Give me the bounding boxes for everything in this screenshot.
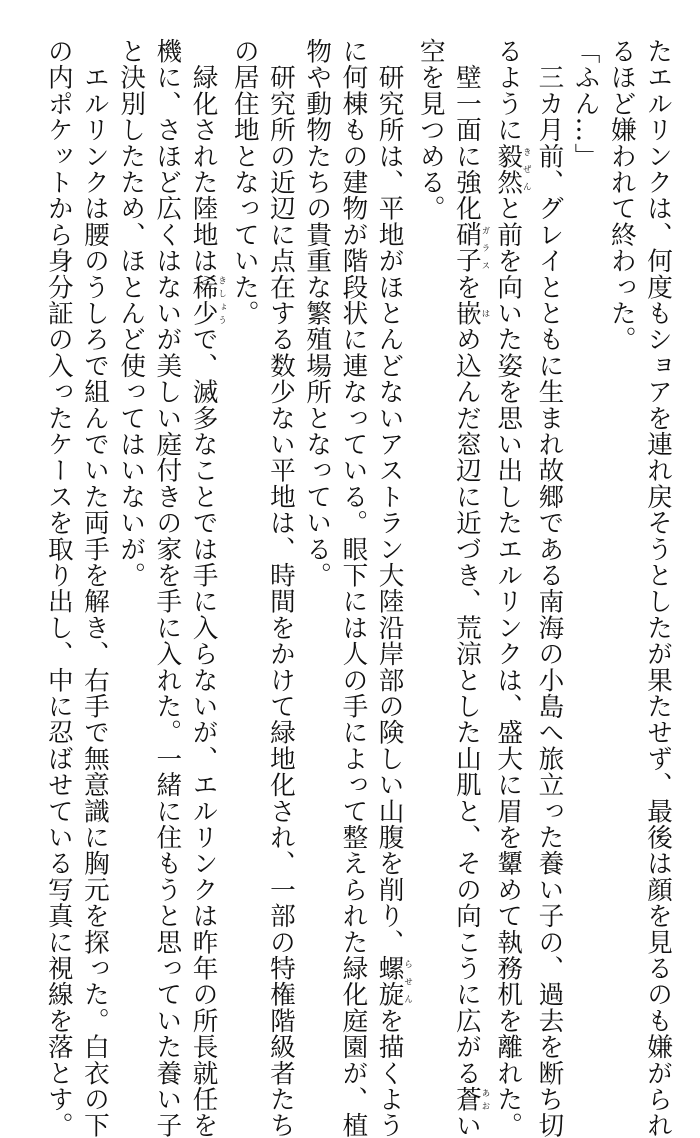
text-line <box>113 38 149 968</box>
text-line <box>371 38 413 1138</box>
text-run: 空を見つめる。 <box>415 38 446 222</box>
ruby-reading: らせん <box>402 955 413 1008</box>
ruby-annotation <box>451 221 490 274</box>
text-line <box>604 38 640 968</box>
ruby-reading: きぜん <box>521 142 532 196</box>
text-run: 研究所の近辺に点在する数少ない平地は、時間をかけて緑地化され、一部の特権階級者たち <box>265 38 296 1138</box>
ruby-base: 毅然 <box>493 142 524 196</box>
ruby-base: 硝子 <box>451 221 482 274</box>
text-line <box>413 38 449 968</box>
ruby-reading: きしょう <box>216 273 227 327</box>
text-line <box>531 38 567 1138</box>
text-run: の内ポケットから身分証の入ったケースを取り出し、中に忍ばせている写真に視線を落とす。 <box>43 38 74 1138</box>
text-line <box>41 38 77 1138</box>
text-line <box>335 38 371 1138</box>
text-run: と決別したため、ほとんど使ってはいないが。 <box>116 38 147 589</box>
vertical-text-body <box>16 38 676 1138</box>
ruby-base: 稀少 <box>188 273 219 327</box>
text-run: め込んだ窓辺に近づき、荒涼とした山肌と、その向こうに広がる <box>451 326 482 1087</box>
ruby-base: 螺旋 <box>374 955 405 1008</box>
text-line <box>567 38 603 968</box>
text-run: 壁一面に強化 <box>451 38 482 222</box>
ruby-annotation <box>451 1086 490 1113</box>
ruby-reading: あお <box>479 1086 490 1113</box>
text-run: 物や動物たちの貴重な繁殖場所となっている。 <box>302 38 333 589</box>
text-run: と前を向いた姿を思い出したエルリンクは、盛大に眉を顰めて執務机を離れた。 <box>493 195 524 1138</box>
ruby-annotation <box>188 273 227 327</box>
text-run: を <box>451 273 482 301</box>
ruby-reading: は <box>479 300 490 327</box>
text-line <box>149 38 185 1138</box>
text-run: エルリンクは腰のうしろで組んでいた両手を解き、右手で無意識に胸元を探った。白衣の下 <box>79 38 110 1138</box>
text-line <box>263 38 299 1138</box>
text-run: 機に、さほど広くはないが美しい庭付きの家を手に入れた。一緒に住もうと思っていた養い子 <box>152 38 183 1138</box>
text-run: 緑化された陸地は <box>188 38 219 274</box>
text-run: るように <box>493 38 524 143</box>
text-line <box>640 38 676 1138</box>
text-line <box>490 38 532 1138</box>
ruby-annotation <box>374 955 413 1008</box>
text-line <box>77 38 113 1138</box>
ruby-annotation <box>451 300 490 327</box>
text-run: を描くよう <box>374 1007 405 1138</box>
ruby-base: 嵌 <box>451 300 482 327</box>
text-line <box>449 38 490 1138</box>
text-run: 研究所は、平地がほとんどないアストラン大陸沿岸部の険しい山腹を削り、 <box>374 38 405 955</box>
text-line <box>227 38 263 968</box>
text-run: の居住地となっていた。 <box>229 38 260 327</box>
text-run: に何棟もの建物が階段状に連なっている。眼下には人の手によって整えられた緑化庭園が、植 <box>338 38 369 1138</box>
text-line <box>299 38 335 968</box>
text-line <box>185 38 227 1138</box>
text-run: で、滅多なことでは手に入らないが、エルリンクは昨年の所長就任を <box>188 326 219 1138</box>
ruby-reading: ガラス <box>479 221 490 274</box>
text-run: い <box>451 1112 482 1138</box>
ruby-annotation <box>493 142 532 196</box>
text-run: たエルリンクは、何度もショアを連れ戻そうとしたが果たせず、最後は顔を見るのも嫌がられ <box>643 38 673 1138</box>
text-run: るほど嫌われて終わった。 <box>606 38 637 353</box>
ruby-base: 蒼 <box>451 1086 482 1113</box>
text-run: 「ふん…」 <box>570 38 601 169</box>
text-run: 三カ月前、グレイとともに生まれ故郷である南海の小島へ旅立った養い子の、過去を断ち切 <box>534 38 565 1138</box>
